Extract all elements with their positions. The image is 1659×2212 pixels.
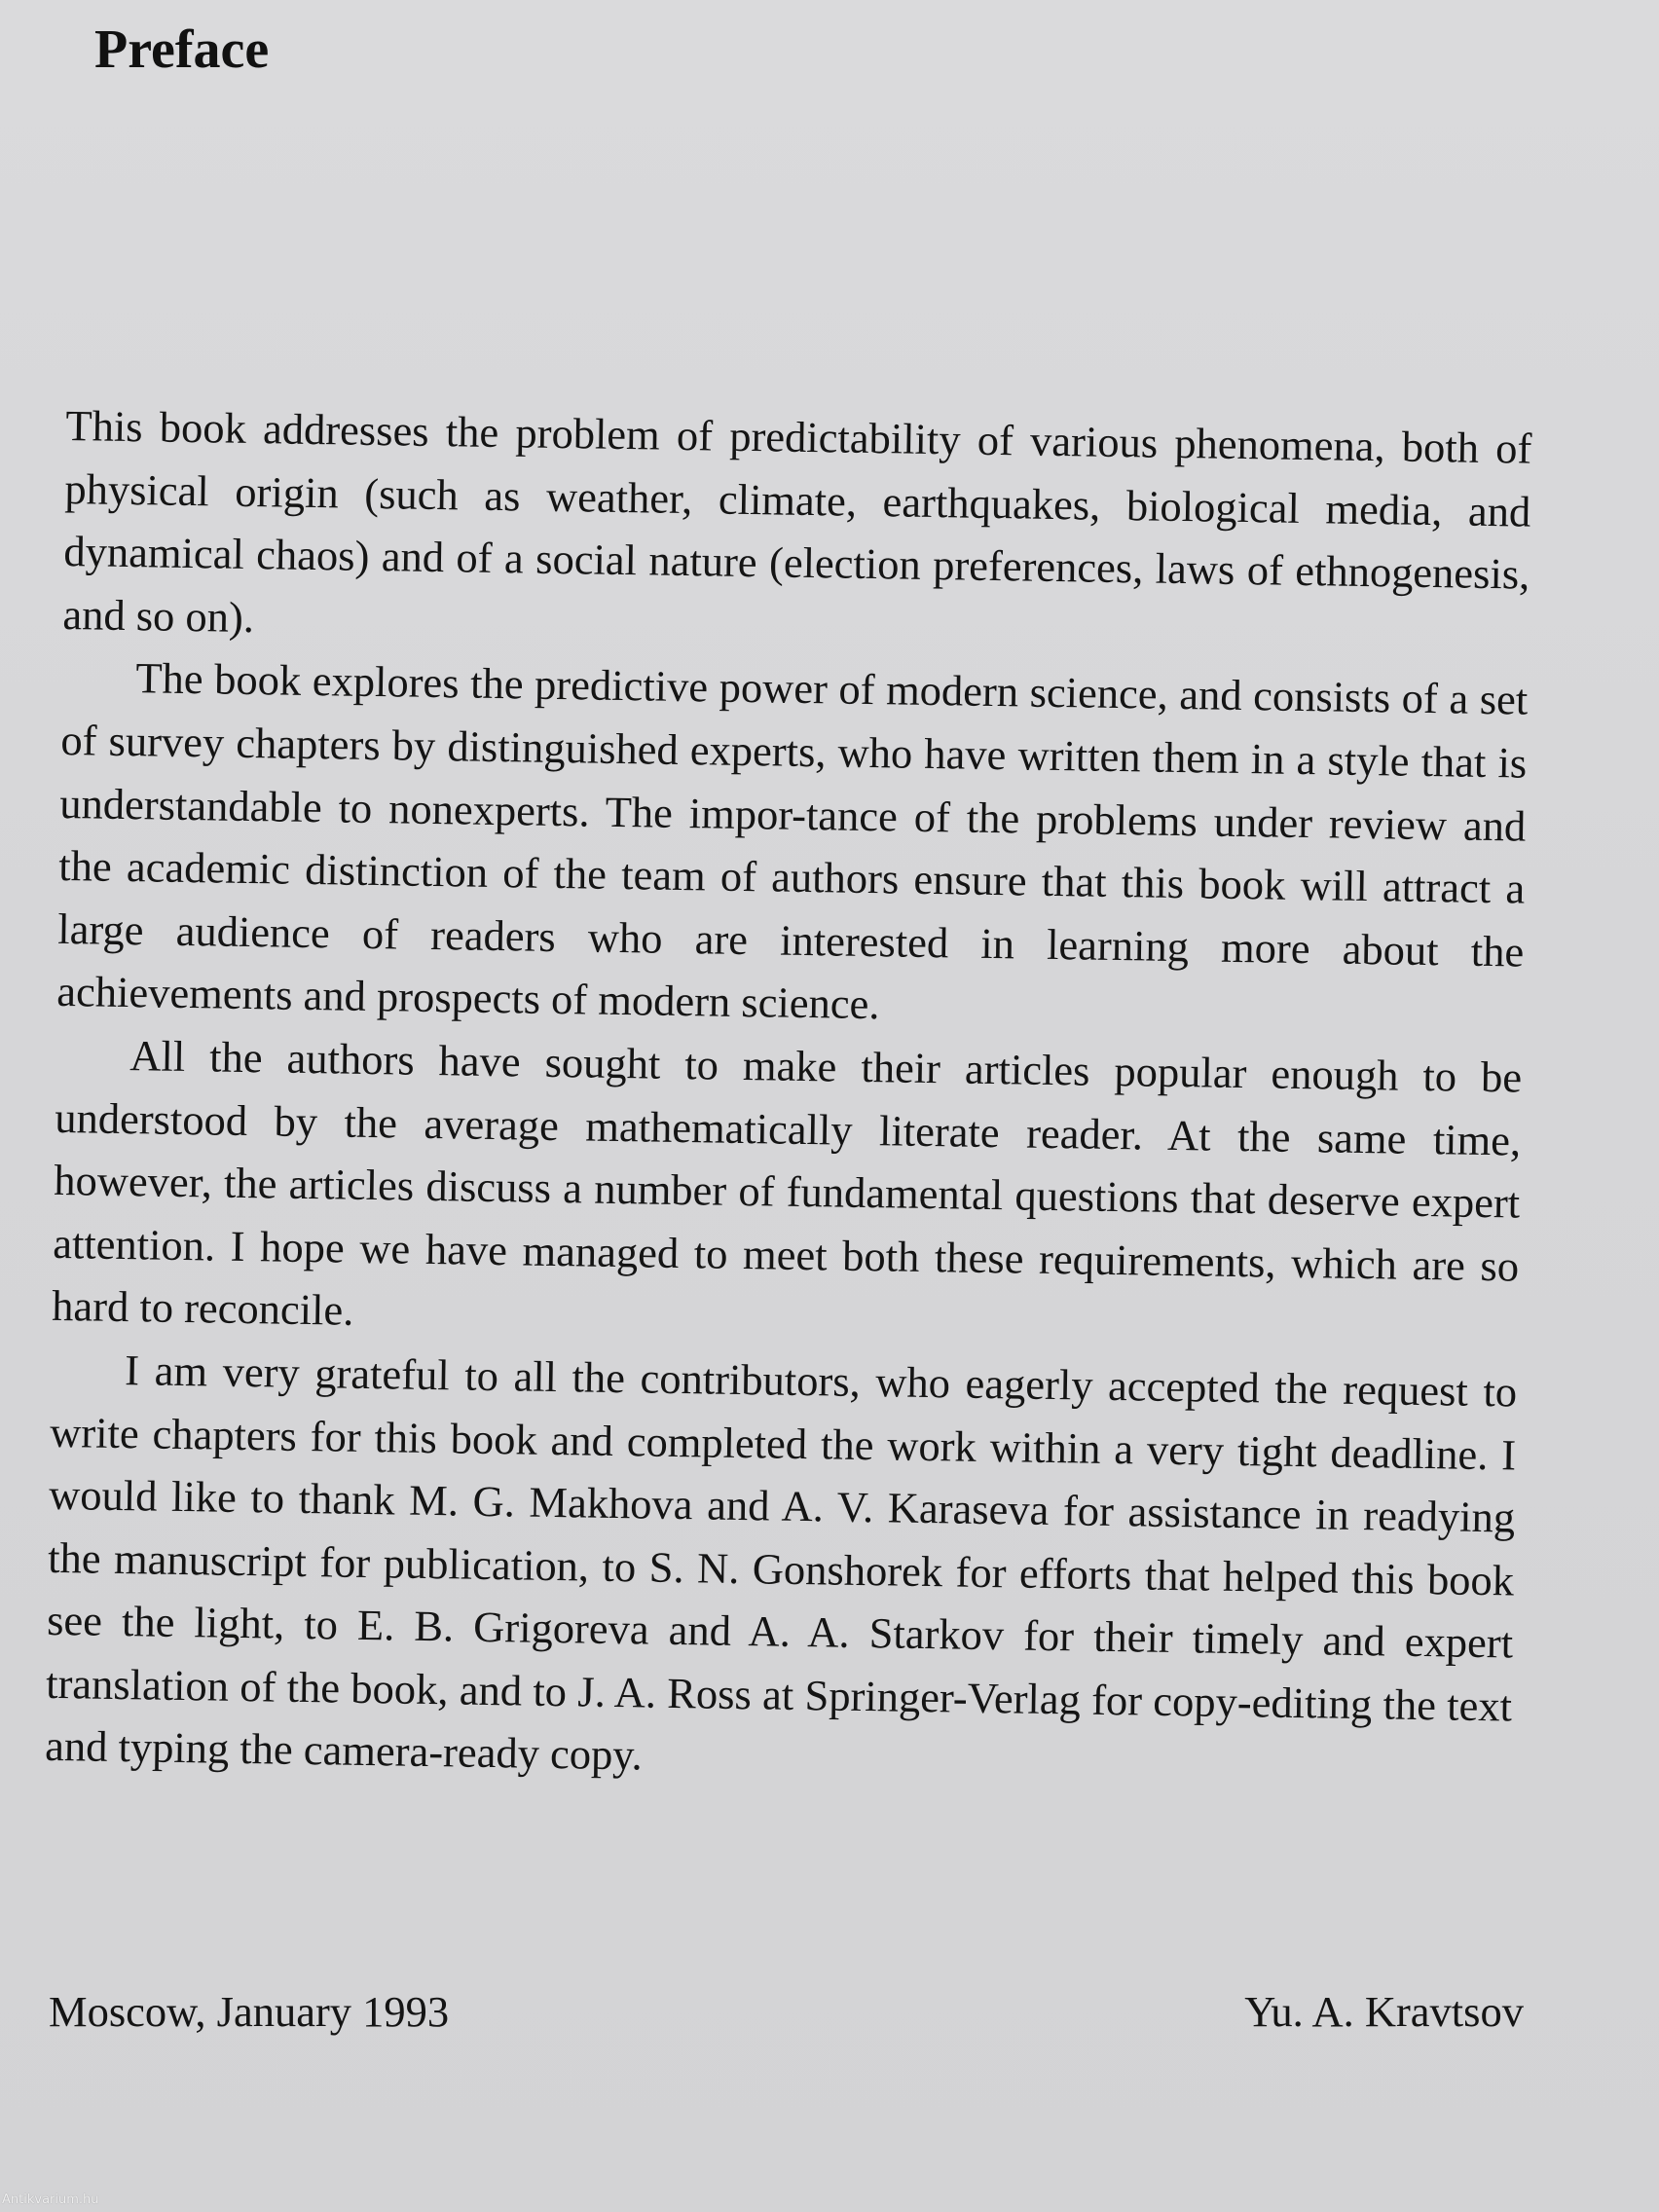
- paragraph-1: This book addresses the problem of predictability of various phenomena, both of physical origin (such as weather, climate, earthquakes, biological media, and dynamical chaos) and of a social nature (election preferences, laws of ethnogenesis, and so on).: [62, 400, 1532, 642]
- signature-row: [49, 1986, 1524, 2038]
- paragraph-2: The book explores the predictive power of modern science, and consists of a set of survey chapters by distinguished experts, who have written them in a style that is understandable to nonexperts. The impor-tance of the problems under review and the academic distinction of the team of authors ensure that this book will attract a large audience of readers who are interested in learning more about the achievements and prospects of modern science.: [55, 653, 1529, 1029]
- preface-body: [45, 394, 1532, 1801]
- paragraph-3: All the authors have sought to make their articles popular enough to be understood by the average mathematically literate reader. At the same time, however, the articles discuss a number of fundamental questions that deserve expert attention. I hope we have managed to meet both these requirements, which are so hard to reconcile.: [51, 1031, 1523, 1336]
- place-and-date: Moscow, January 1993: [49, 1987, 450, 2036]
- watermark-logo: Antikvarium.hu: [2, 2193, 99, 2207]
- author-signature: Yu. A. Kravtsov: [1244, 1987, 1524, 2036]
- page-title: Preface: [94, 19, 270, 80]
- paragraph-4: I am very grateful to all the contributors, who eagerly accepted the request to write chapters for this book and completed the work within a very tight deadline. I would like to thank M. G. Makhova and A. V. Karaseva for assistance in readying the manuscript for publication, to S. N. Gonshorek for efforts that helped this book see the light, to E. B. Grigoreva and A. A. Starkov for their timely and expert translation of the book, and to J. A. Ross at Springer-Verlag for copy-editing the text and typing the camera-ready copy.: [44, 1345, 1518, 1780]
